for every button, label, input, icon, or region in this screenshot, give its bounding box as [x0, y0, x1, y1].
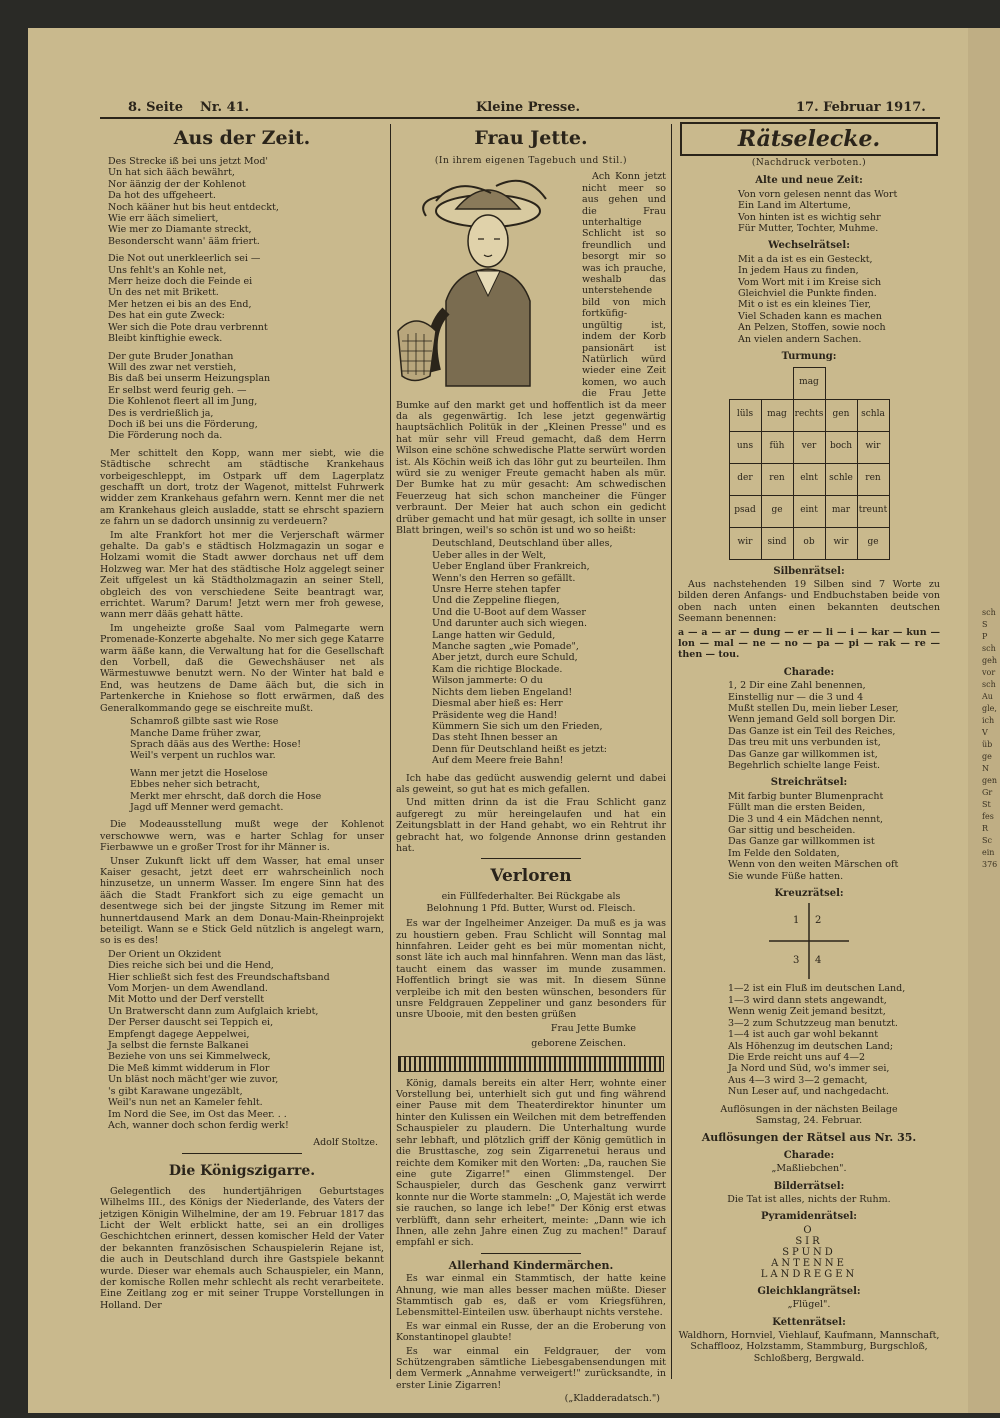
edge-fragment: S [982, 620, 988, 629]
separator [481, 1253, 581, 1254]
edge-fragment: gle, [982, 704, 997, 713]
page-number: 8. Seite [128, 100, 183, 115]
edge-fragment: ge [982, 752, 992, 761]
woman-portrait-illustration [396, 171, 576, 386]
newspaper-name: Kleine Presse. [476, 100, 581, 115]
cross-number: 2 [815, 915, 822, 927]
article-paragraph: Ach Konn jetzt nicht meer so aus gehen und die Frau unterhaltige Schlicht ist so freundlich und besorgt mir so was ich prauche, weshalb das unterstehende bild von mich fortküfig-ungültig ist, indem der Korb pansionärt ist Natürlich würd wieder eine Zeit komen, wo auch die Frau Jette Bumke auf den markt get und hoffentlich ist da meer da als gegenwärtig. Ich lese jetzt gegenwärtig hauptsächlich Politük in der „Kleinen Presse" und es hat mür sehr vill Freud gemacht, daß dem Herrn Wilson eine schöne schwedische Platte serwürt worden ist. Als Köchin weiß ich das löhr gut zu beurteilen. Ihm würd sie zu weniger Freute gemacht haben als mür. Der Bumke hat zu mür gesacht: Am schwedischen Feuerzeug hat sich schon mancheiner die Fünger verbraunt. Der Meier hat auch schon ein gedicht drüber gemacht und hat mür gesagt, ich sollte in unser Blatt bringen, weil's so schön ist und wo so heißt: [396, 171, 666, 536]
ad-text: ein Füllfederhalter. Bei Rückgabe als [441, 891, 621, 903]
puzzle-heading: Alte und neue Zeit: [755, 175, 863, 187]
solutions-title: Auflösungen der Rätsel aus Nr. 35. [701, 1131, 917, 1145]
edge-fragment: N [982, 764, 989, 773]
solution-text: Waldhorn, Hornviel, Viehlauf, Kaufmann, Mannschaft, Schafflooz, Holzstamm, Stammburg, Burgschloß, Schloßberg, Bergwald. [678, 1330, 940, 1364]
edge-fragment: St [982, 800, 991, 809]
poem-stanza: Wann mer jetzt die Hoselose Ebbes neher sich betracht, Merkt mer ehrscht, daß dorch die Hose Jagd uff Menner werd gemacht. [130, 767, 322, 813]
article-paragraph: König, damals bereits ein alter Herr, wohnte einer Vorstellung bei, unterhielt sich gut und fing während einer Pause mit dem Theaterdirektor hinunter um hinter den Kulissen ein Weilchen mit dem betreffenden Schauspieler zu plaudern. Die Unterhaltung wurde sehr lebhaft, und plötzlich griff der König gemütlich in die Brusttasche, zog sein Zigarrenetui heraus und reichte dem Komiker mit den Worten: „Da, rauchen Sie eine gute Zigarre!" einen Glimmstengel. Der Schauspieler, durch das Geschenk ganz verwirrt konnte nur die Worte stammeln: „O, Majestät ich werde sie rauchen, so lange ich lebe!" Der König erst etwas verblüfft, dann sehr erheitert, meinte: „Dann wie ich Ihnen, alle zehn Jahre einen Zug zu machen!" Darauf empfahl er sich. [396, 1077, 666, 1249]
puzzle-text: Aus nachstehenden 19 Silben sind 7 Worte zu bilden deren Anfangs- und Endbuchstaben beide von oben nach unten einen bekannten deutschen Seemann benennen: [678, 578, 940, 625]
article-title: Aus der Zeit. [173, 127, 311, 149]
ornamental-divider [398, 1056, 664, 1072]
edge-fragment: 376 [982, 860, 998, 869]
edge-fragment: sch [982, 644, 996, 653]
issue-number: Nr. 41. [200, 100, 250, 115]
puzzle-text: 1, 2 Dir eine Zahl benennen, Einstellig nur — die 3 und 4 Mußt stellen Du, mein lieber Leser, Wenn jemand Geld soll borgen Dir. Das Ganze ist ein Teil des Reiches, Das treu mit uns verbunden ist, Das Ganze gar willkommen ist, Begehrlich schielte lange Feist. [728, 680, 899, 771]
article-paragraph: Ich habe das gedücht auswendig gelernt und dabei als geweint, so gut hat es mich gefallen. [396, 772, 666, 795]
solution-heading: Pyramidenrätsel: [761, 1211, 857, 1223]
separator [481, 858, 581, 859]
article-title: Frau Jette. [474, 127, 588, 149]
article-paragraph: Und mitten drinn da ist die Frau Schlicht ganz aufgeregt zu mür hereingelaufen und hat ein Zeitungsblatt in der Hand gehabt, wo ein Rehtrut ihr gebracht hat, wo folgende Annonse drinn gestanden hat. [396, 797, 666, 854]
poem-stanza: Schamroß gilbte sast wie Rose Manche Dame früher zwar, Sprach dääs aus des Werthe: Hose! Weil's verpent un ruchlos war. [130, 716, 302, 762]
section-subtitle: (Nachdruck verboten.) [751, 158, 867, 168]
cross-number: 4 [815, 955, 822, 967]
edge-fragment: sch [982, 680, 996, 689]
column-2 [396, 122, 666, 1405]
article-paragraph: Unser Zukunft lickt uff dem Wasser, hat emal unser Kaiser gesacht, jetzt deet err wahrscheinlich noch hinzusetze, un unnerm Wasser. Im engere Sinn hat des ääch die Stadt Frankfort sich zu eige gemacht un desentwege sich bei der jingste Sitzung im Remer mit hunnertdausend Mark an dem Donau-Main-Rheinprojekt beteiligt. Wann se e Stick Geld nützlich is angelegt warn, so is es des! [100, 855, 384, 947]
separator [182, 1153, 302, 1154]
solution-text: „Flügel". [787, 1299, 831, 1311]
article-subtitle: (In ihrem eigenen Tagebuch und Stil.) [434, 156, 628, 166]
solution-text: Die Tat ist alles, nichts der Ruhm. [727, 1193, 891, 1205]
article-paragraph: Mer schittelt den Kopp, wann mer siebt, wie die Städtische schrecht am städtische Krankehaus vorbeigeschleppt, im Ostpark uff dem Lagerplatz geschafft un dort, trotz der Wagenot, mittelst Fuhrwerk widder zem Krankehaus gefahrn wern. Kennt mer die net am Krankehaus gleich ausladde, statt se ehrscht spaziern ze fahrn un se dadorch unsinnig zu verdeuern? [100, 447, 384, 528]
ad-title: Verloren [490, 866, 572, 887]
puzzle-syllables: a — a — ar — dung — er — li — i — kar — kun — lon — mal — ne — no — pa — pi — rak — re — then — tou. [678, 626, 940, 661]
edge-fragment: geh [982, 656, 998, 665]
column-1 [100, 122, 384, 1382]
article-paragraph: Die Modeausstellung mußt wege der Kohlenot verschowwe wern, was e harter Schlag for unser Fierbawwe un e großer Trost for ihr Männer is. [100, 819, 384, 854]
edge-fragment: Gr [982, 788, 993, 797]
column-3 [678, 122, 940, 1382]
solution-heading: Kettenrätsel: [772, 1316, 846, 1328]
author-signature: geborene Zeischen. [531, 1038, 626, 1050]
edge-fragment: ein [982, 848, 995, 857]
edge-fragment: P [982, 632, 988, 641]
article-paragraph: Es war einmal ein Stammtisch, der hatte keine Ahnung, wie man alles besser machen müßte. Dieser Stammtisch gab es, daß er vom Kriegsführen, Lebensmittel-Einteilen usw. überhaupt nichts verstehe. [396, 1273, 666, 1319]
tower-puzzle-grid: mag lüls mag rechts gen schla uns füh ver boch wir der ren elnt schle ren psad ge eint mar treunt wir sind ob wir ge [729, 367, 890, 560]
source-credit: („Kladderadatsch.") [564, 1393, 660, 1405]
edge-fragment: vor [982, 668, 996, 677]
column-divider [390, 124, 391, 1379]
puzzle-heading: Kreuzrätsel: [774, 888, 844, 900]
article-paragraph: Im alte Frankfort hot mer die Verjerschaft wärmer gehalte. Da gab's e städtisch Holzmagazin un sogar e Holzami womit die Stadt awwer dorchaus net uff dem Holzweg war. Mer hat des städtische Holz aggelegt seiner Zeit uffgelest un kä Städtholzmagazin an seiner Stell, obgleich des von verschiedene Seite beantragt war, errichtet. Warum? Darum! Jetzt wern mer froh gewese, wann merr dääs gehatt hätte. [100, 529, 384, 621]
author-signature: Frau Jette Bumke [550, 1022, 636, 1034]
edge-fragment: fes [982, 812, 994, 821]
poem-stanza: Der Orient un Okzident Dies reiche sich bei und die Hend, Hier schließt sich fest des Freundschaftsband Vom Morjen- un dem Awendland. Mit Motto und der Derf verstellt Un Bratwerscht dann zum Aufglaich kriebt, Der Perser dauscht sei Teppich ei, Empfengt dagege Aeppelwei, Ja selbst die fernste Balkanei Beziehe von uns sei Kimmelweck, Die Meß kimmt widderum in Flor Un bläst noch mächt'ger wie zuvor, 's gibt Karawane ungezäblt, Weil's nun net an Kameler fehlt. Im Nord die See, im Ost das Meer. . . Ach, wanner doch schon ferdig werk! [108, 948, 330, 1131]
ad-text: Belohnung 1 Pfd. Butter, Wurst od. Fleisch. [426, 902, 636, 914]
newspaper-page [28, 28, 968, 1413]
puzzle-heading: Streichrätsel: [770, 777, 848, 789]
puzzle-heading: Wechselrätsel: [768, 240, 850, 252]
article-paragraph: Es war der Ingelheimer Anzeiger. Da muß es ja was zu houstiern geben. Frau Schlicht will Sonntag mal hinnfahren. Leider geht es bei mür momentan nicht, sonst läte ich auch mal hinnfahren. Wenn man das läst, taucht einem das wasser im munde zusammen. Hoffentlich bringt sie was mit. In diesem Sünne verpleibe ich mit den besten wünschen, besonders für unsre Feldgrauen Zeppeliner und ganz besonders für unsre Ubooie, mit den besten grüßen [396, 918, 666, 1021]
solutions-note: Auflösungen in der nächsten Beilage Samstag, 24. Februar. [720, 1103, 898, 1126]
issue-date: 17. Februar 1917. [796, 100, 926, 115]
article-title: Die Königszigarre. [168, 1162, 316, 1179]
edge-fragment: üb [982, 740, 993, 749]
puzzle-heading: Turmung: [781, 351, 837, 363]
puzzle-heading: Silbenrätsel: [773, 565, 845, 577]
edge-fragment: ich [982, 716, 995, 725]
adjacent-page-edge [968, 28, 1000, 1413]
article-paragraph: Im ungeheizte große Saal vom Palmegarte wern Promenade-Konzerte abgehalte. No mer sich gege Katarre warm ääße kann, die Verwaltung hat for die Gesellschaft den Vorbell, daß die Gewechshäuser net als Wärmestuwwe benutzt wern. No der Winter hat bald e End, was heutzens de Dame ääch but, die sich in Partenkerche in Kniehose so flott erwärmen, daß des Generalkommando gege se eischreite mußt. [100, 622, 384, 714]
puzzle-text: Von vorn gelesen nennt das Wort Ein Land im Altertume, Von hinten ist es wichtig sehr Für Mutter, Tochter, Muhme. [738, 188, 898, 235]
edge-fragment: R [982, 824, 989, 833]
poem-stanza: Des Strecke iß bei uns jetzt Mod' Un hat sich ääch bewährt, Nor äänzig der der Kohlenot Da hot des uffgeheert. Noch kääner hut bis heut entdeckt, Wie err ääch simeliert, Wie mer zo Diamante streckt, Besonderscht wann' ääm friert. [108, 156, 279, 247]
edge-fragment: Au [982, 692, 993, 701]
cross-number: 1 [793, 915, 800, 927]
solution-heading: Charade: [783, 1149, 835, 1161]
puzzle-text: Mit a da ist es ein Gesteckt, In jedem Haus zu finden, Vom Wort mit i im Kreise sich Gleichviel die Punkte finden. Mit o ist es ein kleines Tier, Viel Schaden kann es machen An Pelzen, Stoffen, sowie noch An vielen andern Sachen. [738, 253, 886, 345]
article-paragraph: Gelegentlich des hundertjährigen Geburtstages Wilhelms III., des Königs der Niederlande, des Vaters der jetzigen Königin Wilhelmine, der am 19. Februar 1817 das Licht der Welt erblickt hatte, sei an ein drolliges Geschichtchen erinnert, dessen komischer Held der Vater der bekannten französischen Schauspielerin Rejane ist, die auch in Deutschland durch ihre Gastspiele bekannt wurde. Dieser war ehemals auch Schauspieler, ein Mann, der komische Rollen mehr schlecht als recht verarbeitete. Eine Zeitlang zog er mit seiner Truppe Vorstellungen in Holland. Der [100, 1185, 384, 1311]
article-paragraph: Es war einmal ein Feldgrauer, der vom Schützengraben sämtliche Liebesgabensendungen mit dem Vermerk „Annahme verweigert!" zurücksandte, in erster Linie Zigarren! [396, 1345, 666, 1391]
solution-heading: Gleichklangrätsel: [757, 1285, 861, 1297]
pyramid-solution: O SIR SPUND ANTENNE LANDREGEN [760, 1224, 858, 1280]
cross-puzzle-diagram [759, 901, 859, 981]
puzzle-section-title: Rätselecke. [680, 122, 938, 156]
author-signature: Adolf Stoltze. [313, 1137, 378, 1149]
cross-number: 3 [793, 955, 800, 967]
edge-fragment: Sc [982, 836, 992, 845]
edge-fragment: gen [982, 776, 998, 785]
puzzle-heading: Charade: [783, 666, 835, 678]
column-divider [671, 124, 672, 1379]
article-paragraph: Es war einmal ein Russe, der an die Eroberung von Konstantinopel glaubte! [396, 1320, 666, 1344]
puzzle-text: 1—2 ist ein Fluß im deutschen Land, 1—3 wird dann stets angewandt, Wenn wenig Zeit jemand besitzt, 3—2 zum Schutzzeug man benutzt. 1—4 ist auch gar wohl bekannt Als Höhenzug im deutschen Land; Die Erde reicht uns auf 4—2 Ja Nord und Süd, wo's immer sei, Aus 4—3 wird 3—2 gemacht, Nun Leser auf, und nachgedacht. [728, 983, 906, 1098]
edge-fragment: V [982, 728, 988, 737]
solution-text: „Maßliebchen". [771, 1163, 847, 1175]
poem: Deutschland, Deutschland über alles, Ueber alles in der Welt, Ueber England über Frankreich, Wenn's den Herren so gefällt. Unsre Herre stehen tapfer Und die Zeppeline fliegen, Und die U-Boot auf dem Wasser Und darunter auch sich wiegen. Lange hatten wir Geduld, Manche sagten „wie Pomade", Aber jetzt, durch eure Schuld, Kam die richtige Blockade. Wilson jammerte: O du Nichts dem lieben Engeland! Diesmal aber hieß es: Herr Präsidente weg die Hand! Kümmern Sie sich um den Frieden, Das steht Ihnen besser an Denn für Deutschland heißt es jetzt: Auf dem Meere freie Bahn! [432, 538, 613, 767]
poem-stanza: Der gute Bruder Jonathan Will des zwar net verstieh, Bis daß bei unserm Heizungsplan Er selbst werd feurig geh. — Die Kohlenot fleert all im Jung, Des is verdrießlich ja, Doch iß bei uns die Förderung, Die Förderung noch da. [108, 350, 271, 442]
header-rule [100, 117, 940, 119]
solution-heading: Bilderrätsel: [773, 1180, 845, 1192]
article-title: Allerhand Kindermärchen. [448, 1258, 614, 1272]
edge-fragment: sch [982, 608, 996, 617]
puzzle-text: Mit farbig bunter Blumenpracht Füllt man die ersten Beiden, Die 3 und 4 ein Mädchen nennt, Gar sittig und bescheiden. Das Ganze gar willkommen ist Im Felde den Soldaten, Wenn von den weiten Märschen oft Sie wunde Füße hatten. [728, 790, 899, 882]
poem-stanza: Die Not out unerkleerlich sei — Uns fehlt's an Kohle net, Merr heize doch die Feinde ei Un des net mit Brikett. Mer hetzen ei bis an des End, Des hat ein gute Zweck: Wer sich die Pote drau verbrennt Bleibt kinftighie eweck. [108, 253, 268, 345]
